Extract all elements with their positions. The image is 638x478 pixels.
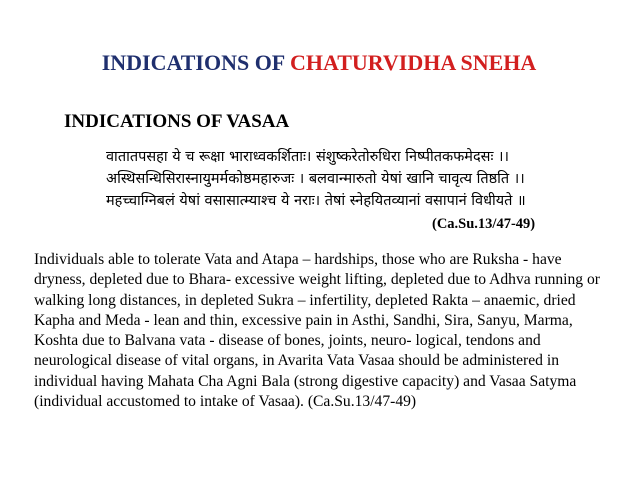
slide-title (0, 50, 638, 76)
section-heading: INDICATIONS OF VASAA (64, 111, 290, 132)
verse-reference: (Ca.Su.13/47-49) (432, 216, 536, 232)
slide-title-highlight: CHATURVIDHA SNEHA (289, 50, 537, 75)
verse-line: महच्चाग्निबलं येषां वसासात्म्याश्च ये नराः। तेषां स्नेहयितव्यानां वसापानं विधीयते ॥ (106, 193, 526, 209)
body-paragraph: Individuals able to tolerate Vata and Atapa – hardships, those who are Ruksha - have dryness, depleted due to Bhara- excessive weight lifting, depleted due to Adhva running or walking long distances, in depleted Sukra – infertility, depleted Rakta – anaemic, dried Kapha and Meda - lean and thin, excessive pain in Asthi, Sandhi, Sira, Sanyu, Marma, Koshta due to Balvana vata - disease of bones, joints, neuro- logical, tendons and neurological disease of vital organs, in Avarita Vata Vasaa should be administered in individual having Mahata Cha Agni Bala (strong digestive capacity) and Vasaa Satyma (individual accustomed to intake of Vasaa). (Ca.Su.13/47-49) (34, 251, 600, 411)
sanskrit-verse-block (106, 146, 616, 212)
slide-title-prefix: INDICATIONS OF (101, 50, 290, 75)
verse-line: वातातपसहा ये च रूक्षा भाराध्वकर्शिताः। संशुष्करेतोरुधिरा निष्पीतकफमेदसः ।। (106, 149, 509, 165)
verse-line: अस्थिसन्धिसिरास्नायुमर्मकोष्ठमहारुजः । बलवान्मारुतो येषां खानि चावृत्य तिष्ठति ।। (106, 171, 525, 187)
